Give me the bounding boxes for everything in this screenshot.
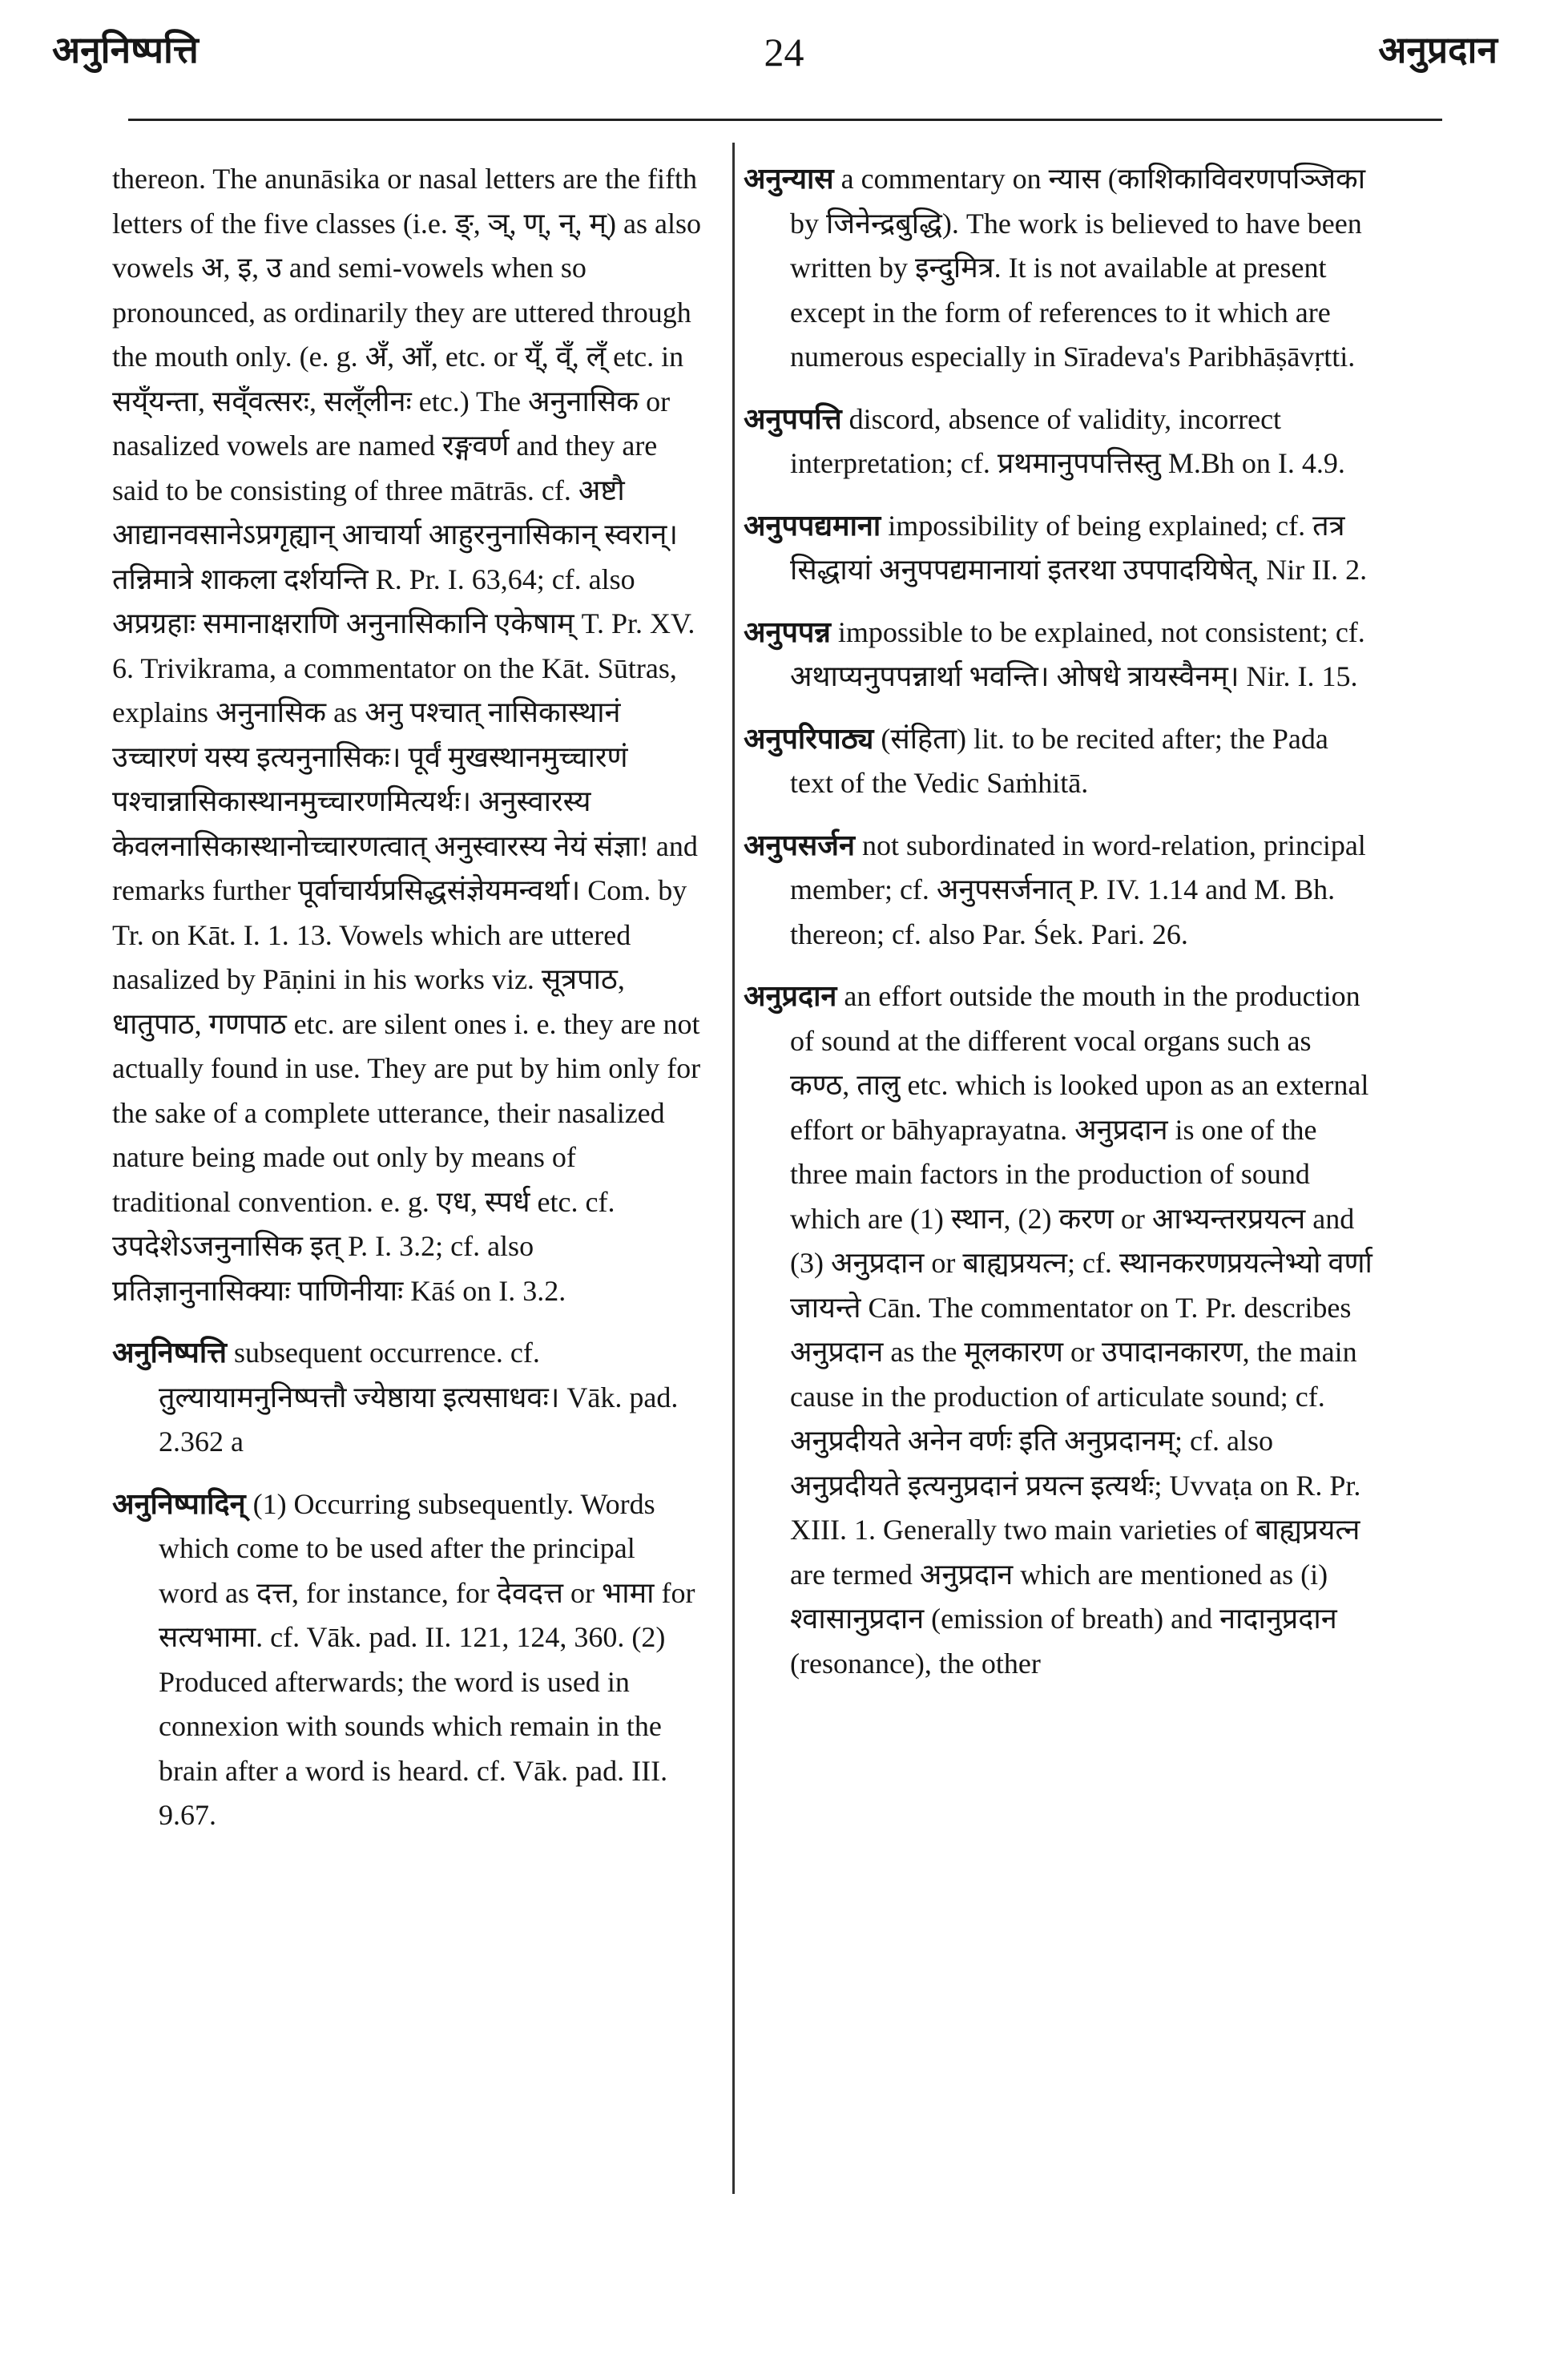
- header-rule: [128, 119, 1442, 121]
- left-column: [112, 157, 701, 1856]
- column-divider: [732, 143, 735, 2194]
- dictionary-entry: [744, 504, 1377, 593]
- page-number: 24: [764, 30, 804, 75]
- entry-headword: अनुनिष्पादिन्: [112, 1487, 246, 1520]
- dictionary-entry: [744, 157, 1377, 380]
- entry-definition: (संहिता) lit. to be recited after; the Pada text of the Vedic Saṁhitā.: [790, 722, 1328, 799]
- right-column: [744, 157, 1377, 1704]
- entry-headword: अनुनिष्पत्ति: [112, 1337, 228, 1369]
- running-head-right: अनुप्रदान: [1378, 28, 1497, 71]
- dictionary-entry: [744, 717, 1377, 806]
- entry-headword: अनुपसर्जन: [744, 829, 855, 861]
- entry-definition: impossibility of being explained; cf. तत्र सिद्धायां अनुपपद्यमानायां इतरथा उपपादयिषेत्, Nir II. 2.: [790, 509, 1368, 586]
- entry-headword: अनुपरिपाठ्य: [744, 722, 874, 755]
- dictionary-entry: [744, 974, 1377, 1686]
- entry-headword: अनुन्यास: [744, 163, 834, 195]
- entry-definition: an effort outside the mouth in the production of sound at the different vocal organs such as कण्ठ, तालु etc. which is looked upon as an external effort or bāhyaprayatna. अनुप्रदान is one of the three main factors in the production of sound which are (1) स्थान, (2) करण or आभ्यन्तरप्रयत्न and (3) अनुप्रदान or बाह्यप्रयत्न; cf. स्थानकरणप्रयत्नेभ्यो वर्णा जायन्ते Cān. The commentator on T. Pr. describes अनुप्रदान as the मूलकारण or उपादानकारण, the main cause in the production of articulate sound; cf. अनुप्रदीयते अनेन वर्णः इति अनुप्रदानम्; cf. also अनुप्रदीयते इत्यनुप्रदानं प्रयत्न इत्यर्थः; Uvvaṭa on R. Pr. XIII. 1. Generally two main varieties of बाह्यप्रयत्न are termed अनुप्रदान which are mentioned as (i) श्वासानुप्रदान (emission of breath) and नादानुप्रदान (resonance), the other: [790, 980, 1373, 1680]
- entry-definition: not subordinated in word-relation, principal member; cf. अनुपसर्जनात् P. IV. 1.14 and M. Bh. thereon; cf. also Par. Śek. Pari. 26.: [790, 829, 1366, 950]
- entry-definition: subsequent occurrence. cf. तुल्यायामनुनिष्पत्तौ ज्येष्ठाया इत्यसाधवः। Vāk. pad. 2.362 a: [159, 1337, 679, 1458]
- dictionary-entry: [744, 824, 1377, 958]
- entry-headword: अनुप्रदान: [744, 980, 837, 1012]
- entry-definition: discord, absence of validity, incorrect interpretation; cf. प्रथमानुपपत्तिस्तु M.Bh on I. 4.9.: [790, 402, 1345, 479]
- dictionary-entry: [744, 611, 1377, 700]
- dictionary-entry: [112, 1482, 701, 1838]
- dictionary-entry: [744, 397, 1377, 486]
- entry-headword: अनुपपन्न: [744, 615, 831, 648]
- running-head-left: अनुनिष्पत्ति: [52, 28, 199, 71]
- entry-definition: a commentary on न्यास (काशिकाविवरणपञ्जिका by जिनेन्द्रबुद्धि). The work is believed to have been written by इन्दुमित्र. It is not available at present except in the form of references to it which are numerous especially in Sīradeva's Paribhāṣāvṛtti.: [790, 163, 1366, 373]
- entry-headword: अनुपपत्ति: [744, 402, 842, 435]
- entry-headword: अनुपपद्यमाना: [744, 509, 881, 542]
- dictionary-entry: [112, 1331, 701, 1465]
- entry-definition: (1) Occurring subsequently. Words which come to be used after the principal word as दत्त, for instance, for देवदत्त or भामा for सत्यभामा. cf. Vāk. pad. II. 121, 124, 360. (2) Produced afterwards; the word is used in connexion with sounds which remain in the brain after a word is heard. cf. Vāk. pad. III. 9.67.: [159, 1487, 695, 1831]
- continuation-text: thereon. The anunāsika or nasal letters are the fifth letters of the five classes (i.e. ङ्, ञ्, ण्, न्, म्) as also vowels अ, इ, उ and semi-vowels when so pronounced, as ordinarily they are uttered through the mouth only. (e. g. अँ, आँ, etc. or य्ँ, व्ँ, ल्ँ etc. in सय्ँयन्ता, सव्ँवत्सरः, सल्ँलीनः etc.) The अनुनासिक or nasalized vowels are named रङ्गवर्ण and they are said to be consisting of three mātrās. cf. अष्टौ आद्यानवसानेऽप्रगृह्यान् आचार्या आहुरनुनासिकान् स्वरान्। तन्निमात्रे शाकला दर्शयन्ति R. Pr. I. 63,64; cf. also अप्रग्रहाः समानाक्षराणि अनुनासिकानि एकेषाम् T. Pr. XV. 6. Trivikrama, a commentator on the Kāt. Sūtras, explains अनुनासिक as अनु पश्चात् नासिकास्थानं उच्चारणं यस्य इत्यनुनासिकः। पूर्वं मुखस्थानमुच्चारणं पश्चान्नासिकास्थानमुच्चारणमित्यर्थः। अनुस्वारस्य केवलनासिकास्थानोच्चारणत्वात् अनुस्वारस्य नेयं संज्ञा! and remarks further पूर्वाचार्यप्रसिद्धसंज्ञेयमन्वर्था। Com. by Tr. on Kāt. I. 1. 13. Vowels which are uttered nasalized by Pāṇini in his works viz. सूत्रपाठ, धातुपाठ, गणपाठ etc. are silent ones i. e. they are not actually found in use. They are put by him only for the sake of a complete utterance, their nasalized nature being made out only by means of traditional convention. e. g. एध, स्पर्ध etc. cf. उपदेशेऽजनुनासिक इत् P. I. 3.2; cf. also प्रतिज्ञानुनासिक्याः पाणिनीयाः Kāś on I. 3.2.: [112, 163, 701, 1307]
- entry-definition: impossible to be explained, not consistent; cf. अथाप्यनुपपन्नार्था भवन्ति। ओषधे त्रायस्वैनम्। Nir. I. 15.: [790, 615, 1365, 692]
